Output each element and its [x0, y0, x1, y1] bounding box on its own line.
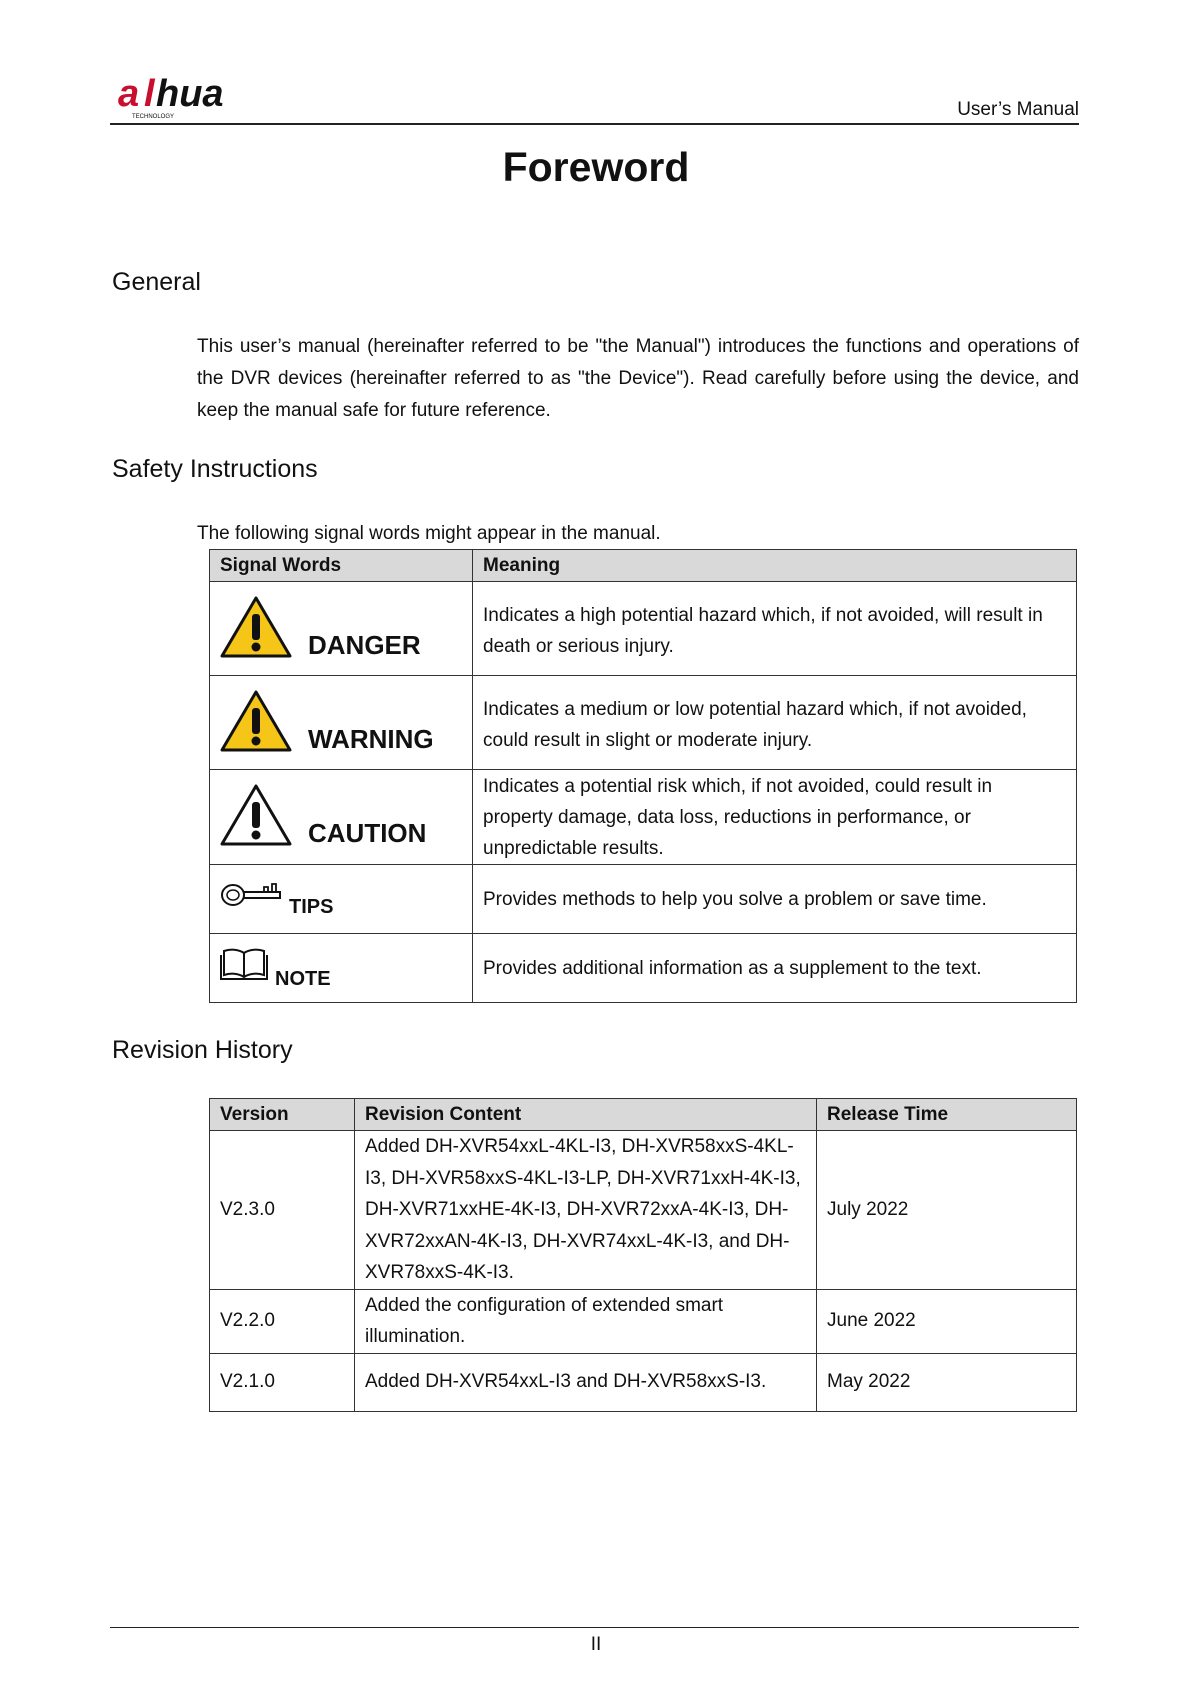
table-row: [210, 1353, 1077, 1411]
revision-heading: Revision History: [112, 1036, 293, 1064]
safety-heading: Safety Instructions: [112, 455, 318, 483]
signal-words-table: [209, 549, 1077, 1003]
release-time-cell: May 2022: [817, 1353, 1077, 1411]
safety-intro: The following signal words might appear in the manual.: [197, 523, 661, 544]
meaning-cell: Provides additional information as a supplement to the text.: [473, 934, 1077, 1003]
page-title: Foreword: [502, 144, 690, 190]
svg-text:l: l: [144, 73, 155, 115]
version-cell: V2.1.0: [210, 1353, 355, 1411]
table-row: [210, 934, 1077, 1003]
signal-word-label: DANGER: [308, 630, 421, 660]
signal-word-cell: [210, 676, 473, 770]
book-icon: [220, 947, 268, 981]
table-header-row: [210, 1099, 1077, 1131]
general-heading: General: [112, 268, 201, 296]
meaning-cell: Indicates a medium or low potential hazard which, if not avoided, could result in slight or moderate injury.: [473, 676, 1077, 770]
signal-word-cell: [210, 934, 473, 1003]
signal-word-cell: [210, 582, 473, 676]
signal-word-cell: [210, 770, 473, 865]
table-row: [210, 770, 1077, 865]
caution-triangle-icon: [220, 783, 292, 847]
column-header: Version: [210, 1099, 355, 1131]
page-number: II: [590, 1634, 602, 1655]
content-cell: Added DH-XVR54xxL-4KL-I3, DH-XVR58xxS-4KL-I3, DH-XVR58xxS-4KL-I3-LP, DH-XVR71xxH-4K-I3, DH-XVR71xxHE-4K-I3, DH-XVR72xxA-4K-I3, DH-XVR72xxAN-4K-I3, DH-XVR74xxL-4K-I3, and DH-XVR78xxS-4K-I3.: [355, 1131, 817, 1290]
column-header: Release Time: [817, 1099, 1077, 1131]
signal-word-cell: [210, 865, 473, 934]
column-header: Signal Words: [210, 550, 473, 582]
svg-text:a: a: [118, 73, 140, 115]
manual-label: User’s Manual: [957, 99, 1079, 120]
signal-word-label: CAUTION: [308, 818, 427, 848]
table-header-row: [210, 550, 1077, 582]
signal-word-label: NOTE: [275, 968, 331, 990]
version-cell: V2.3.0: [210, 1131, 355, 1290]
signal-word-label: WARNING: [308, 724, 434, 754]
key-icon: [220, 879, 284, 909]
release-time-cell: July 2022: [817, 1131, 1077, 1290]
version-cell: V2.2.0: [210, 1289, 355, 1353]
table-row: [210, 1131, 1077, 1290]
meaning-cell: Indicates a potential risk which, if not avoided, could result in property damage, data loss, reductions in performance, or unpredictable results.: [473, 770, 1077, 865]
svg-text:hua: hua: [156, 73, 224, 115]
general-paragraph: This user’s manual (hereinafter referred to be "the Manual") introduces the functions and operations of the DVR devices (hereinafter referred to as "the Device"). Read carefully before using the device, and keep the manual safe for future reference.: [197, 336, 1079, 421]
table-row: [210, 676, 1077, 770]
meaning-cell: Provides methods to help you solve a problem or save time.: [473, 865, 1077, 934]
content-cell: Added DH-XVR54xxL-I3 and DH-XVR58xxS-I3.: [355, 1353, 817, 1411]
signal-word-label: TIPS: [289, 896, 334, 918]
table-row: [210, 865, 1077, 934]
footer-divider: [110, 1627, 1079, 1628]
meaning-cell: Indicates a high potential hazard which, if not avoided, will result in death or serious injury.: [473, 582, 1077, 676]
warning-triangle-icon: [220, 689, 292, 753]
revision-history-table: [209, 1098, 1077, 1412]
dahua-logo: [118, 72, 258, 120]
table-row: [210, 582, 1077, 676]
header-divider: [110, 123, 1079, 125]
column-header: Meaning: [473, 550, 1077, 582]
svg-text:TECHNOLOGY: TECHNOLOGY: [132, 114, 175, 120]
release-time-cell: June 2022: [817, 1289, 1077, 1353]
content-cell: Added the configuration of extended smart illumination.: [355, 1289, 817, 1353]
column-header: Revision Content: [355, 1099, 817, 1131]
warning-triangle-icon: [220, 595, 292, 659]
table-row: [210, 1289, 1077, 1353]
